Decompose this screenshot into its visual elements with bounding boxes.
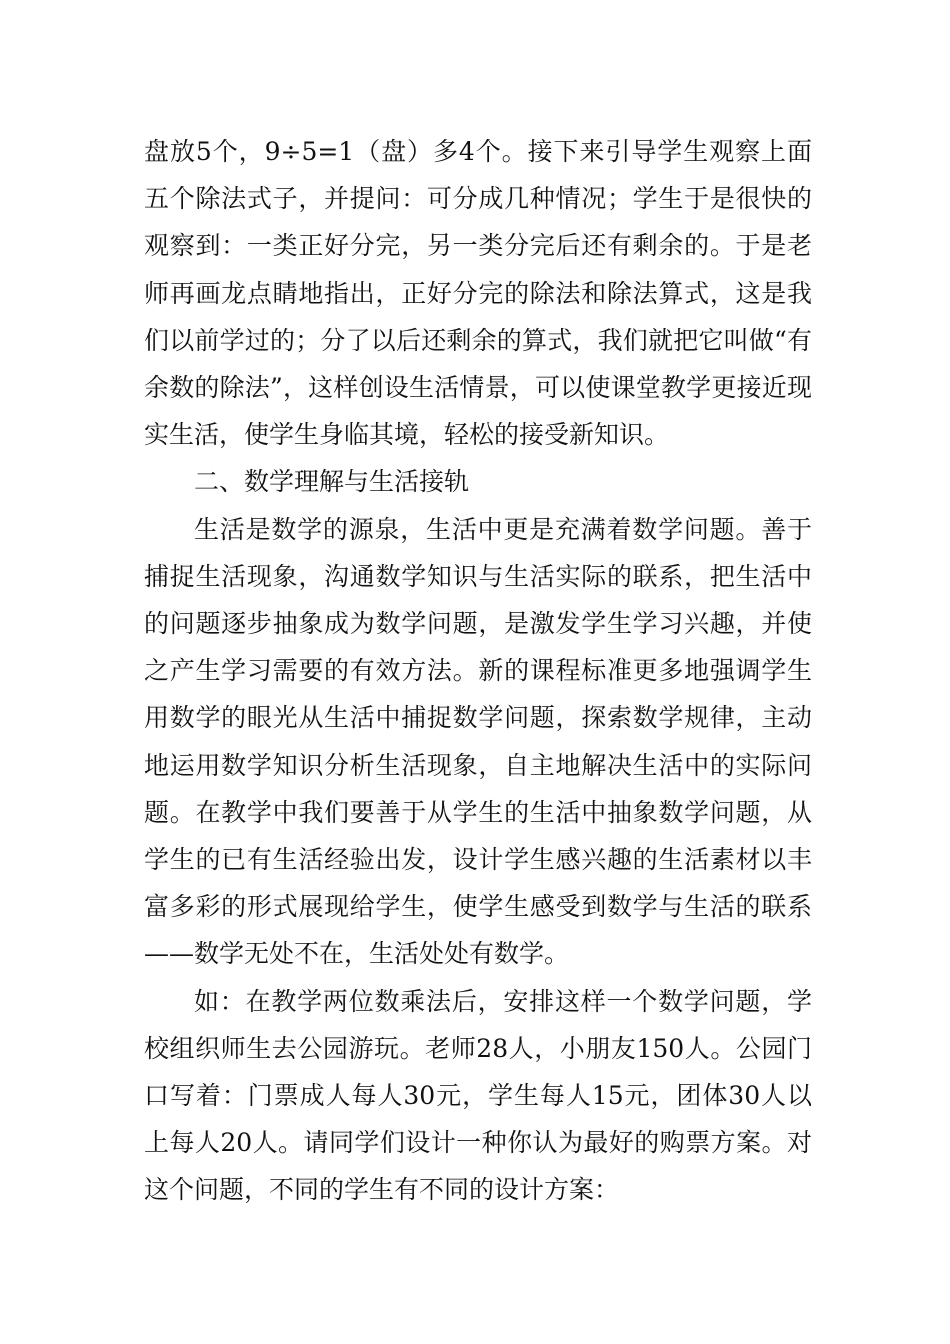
paragraph: 生活是数学的源泉，生活中更是充满着数学问题。善于捕捉生活现象，沟通数学知识与生活实际的联系，把生活中的问题逐步抽象成为数学问题，是激发学生学习兴趣，并使之产生学习需要的有效方法。新的课程标准更多地强调学生用数学的眼光从生活中捕捉数学问题，探索数学规律，主动地运用数学知识分析生活现象，自主地解决生活中的实际问题。在教学中我们要善于从学生的生活中抽象数学问题，从学生的已有生活经验出发，设计学生感兴趣的生活素材以丰富多彩的形式展现给学生，使学生感受到数学与生活的联系——数学无处不在，生活处处有数学。: [144, 514, 812, 969]
document-body: [144, 128, 812, 1214]
paragraph: 如：在教学两位数乘法后，安排这样一个数学问题，学校组织师生去公园游玩。老师28人，小朋友150人。公园门口写着：门票成人每人30元，学生每人15元，团体30人以上每人20人。请同学们设计一种你认为最好的购票方案。对这个问题，不同的学生有不同的设计方案：: [144, 986, 812, 1205]
paragraph-continued: 盘放5个，9÷5=1（盘）多4个。接下来引导学生观察上面五个除法式子，并提问：可分成几种情况；学生于是很快的观察到：一类正好分完，另一类分完后还有剩余的。于是老师再画龙点睛地指出，正好分完的除法和除法算式，这是我们以前学过的；分了以后还剩余的算式，我们就把它叫做“有余数的除法”，这样创设生活情景，可以使课堂教学更接近现实生活，使学生身临其境，轻松的接受新知识。: [144, 137, 812, 450]
section-heading: 二、数学理解与生活接轨: [194, 467, 470, 497]
